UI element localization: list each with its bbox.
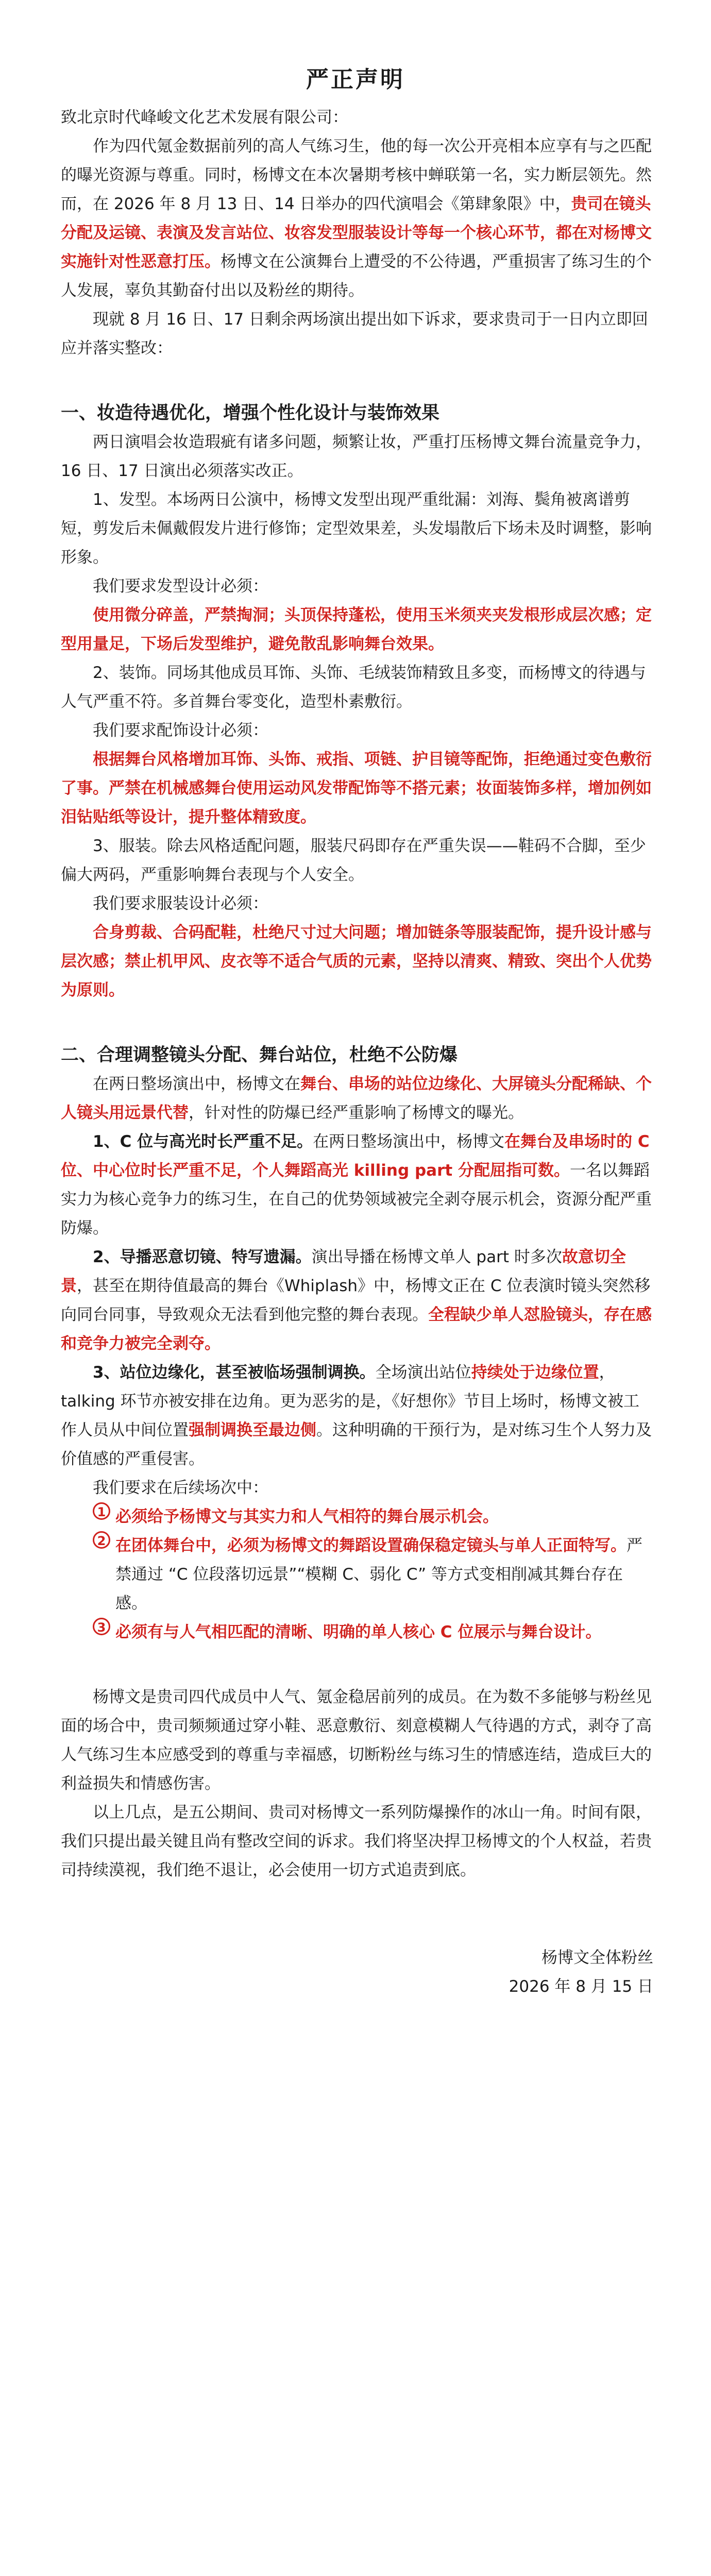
stage-position-highlight-2: 强制调换至最边侧	[189, 1421, 316, 1439]
addressee: 致北京时代峰峻文化艺术发展有限公司：	[61, 108, 348, 127]
c-position-title: 1、C 位与高光时长严重不足。	[93, 1132, 313, 1151]
intro-paragraph-2: 现就 8 月 16 日、17 日剩余两场演出提出如下诉求，要求贵司于一日内立即回应并落实整改：	[61, 310, 648, 358]
intro-text-b: 杨博文在公演舞台上遭受的不公待遇，严重损害了练习生的个人发展，辜负其勤奋付出以及粉丝的期待。	[61, 252, 652, 300]
requirement-3-highlight: 必须有与人气相匹配的清晰、明确的单人核心 C 位展示与舞台设计。	[115, 1623, 602, 1641]
lead-text-b: ，针对性的防爆已经严重影响了杨博文的曝光。	[189, 1104, 524, 1122]
stage-position-highlight-1: 持续处于边缘位置	[471, 1363, 599, 1382]
section-1-lead: 两日演唱会妆造瑕疵有诸多问题，频繁让妆，严重打压杨博文舞台流量竞争力，16 日、17 日演出必须落实改正。	[61, 433, 652, 480]
camera-cut-text-b: ，甚至在期待值最高的舞台《Whiplash》中，杨博文正在 C 位表演时镜头突然移向同台同事，导致观众无法看到他完整的舞台表现。	[61, 1277, 651, 1324]
circled-number-2: 2	[93, 1531, 110, 1549]
accessory-paragraph: 2、装饰。同场其他成员耳饰、头饰、毛绒装饰精致且多变，而杨博文的待遇与人气严重不符。多首舞台零变化，造型朴素敷衍。	[61, 664, 646, 711]
section-2-lead	[61, 1070, 653, 1127]
stage-position-text-b: ，talking 环节亦被安排在边角。更为恶劣的是，《好想你》节目上场时，杨博文被工作人员从中间位置	[61, 1363, 640, 1439]
accessory-requirement: 根据舞台风格增加耳饰、头饰、戒指、项链、护目镜等配饰，拒绝通过变色敷衍了事。严禁在机械感舞台使用运动风发带配饰等不搭元素；妆面装饰多样，增加例如泪钻贴纸等设计，提升整体精致度。	[61, 750, 652, 826]
requirement-2-highlight: 在团体舞台中，必须为杨博文的舞蹈设置确保稳定镜头与单人正面特写。	[115, 1536, 627, 1555]
circled-number-1: 1	[93, 1502, 110, 1520]
hair-requirement-label: 我们要求发型设计必须：	[93, 577, 268, 596]
requirement-list	[61, 1502, 653, 1647]
camera-cut-title: 2、导播恶意切镜、特写遗漏。	[93, 1248, 312, 1266]
c-position-text-b: 一名以舞蹈实力为核心竞争力的练习生，在自己的优势领域被完全剥夺展示机会，资源分配严重防爆。	[61, 1161, 652, 1238]
clothing-requirement-label: 我们要求服装设计必须：	[93, 894, 268, 913]
c-position-paragraph	[61, 1127, 653, 1243]
requirement-2-text: 严禁通过 “C 位段落切远景”“模糊 C、弱化 C” 等方式变相削减其舞台存在感。	[115, 1536, 642, 1613]
lead-highlight: 舞台、串场的站位边缘化、大屏镜头分配稀缺、个人镜头用远景代替	[61, 1075, 652, 1122]
signature-date: 2026 年 8 月 15 日	[509, 1977, 653, 1996]
stage-position-text-c: 。这种明确的干预行为，是对练习生个人努力及价值感的严重侵害。	[61, 1421, 652, 1468]
list-item	[93, 1502, 653, 1531]
page-title: 严正声明	[306, 66, 405, 93]
section-2-requirement-label: 我们要求在后续场次中：	[93, 1479, 268, 1497]
closing-paragraph-1: 杨博文是贵司四代成员中人气、氪金稳居前列的成员。在为数不多能够与粉丝见面的场合中，贵司频频通过穿小鞋、恶意敷衍、刻意模糊人气待遇的方式，剥夺了高人气练习生本应感受到的尊重与幸福感，切断粉丝与练习生的情感连结，造成巨大的利益损失和情感伤害。	[61, 1688, 652, 1793]
stage-position-paragraph	[61, 1358, 653, 1473]
clothing-requirement: 合身剪裁、合码配鞋，杜绝尺寸过大问题；增加链条等服装配饰，提升设计感与层次感；禁止机甲风、皮衣等不适合气质的元素，坚持以清爽、精致、突出个人优势为原则。	[61, 923, 652, 999]
lead-text-a: 在两日整场演出中，杨博文在	[93, 1075, 300, 1093]
c-position-highlight: 在舞台及串场时的 C 位、中心位时长严重不足，个人舞蹈高光 killing part 分配屈指可数。	[61, 1132, 650, 1180]
section-2-heading: 二、合理调整镜头分配、舞台站位，杜绝不公防爆	[61, 1045, 458, 1065]
circled-number-3: 3	[93, 1618, 110, 1635]
intro-paragraph-1	[61, 132, 653, 305]
camera-cut-text-a: 演出导播在杨博文单人 part 时多次	[311, 1248, 562, 1266]
list-item	[93, 1531, 653, 1618]
accessory-requirement-label: 我们要求配饰设计必须：	[93, 721, 268, 740]
c-position-text-a: 在两日整场演出中，杨博文	[313, 1132, 505, 1151]
camera-cut-highlight-2: 全程缺少单人怼脸镜头，存在感和竞争力被完全剥夺。	[61, 1306, 652, 1353]
hair-paragraph: 1、发型。本场两日公演中，杨博文发型出现严重纰漏：刘海、鬓角被离谱剪短，剪发后未佩戴假发片进行修饰；定型效果差，头发塌散后下场未及时调整，影响形象。	[61, 490, 652, 567]
camera-cut-highlight-1: 故意切全景	[61, 1248, 626, 1295]
list-item	[93, 1618, 653, 1647]
statement-body	[61, 103, 653, 2001]
camera-cut-paragraph	[61, 1243, 653, 1358]
clothing-paragraph: 3、服装。除去风格适配问题，服装尺码即存在严重失误——鞋码不合脚，至少偏大两码，严重影响舞台表现与个人安全。	[61, 837, 646, 884]
section-1-heading: 一、妆造待遇优化，增强个性化设计与装饰效果	[61, 403, 440, 423]
intro-highlight: 贵司在镜头分配及运镜、表演及发言站位、妆容发型服装设计等每一个核心环节，都在对杨博文实施针对性恶意打压。	[61, 195, 652, 271]
hair-requirement: 使用微分碎盖，严禁掏洞；头顶保持蓬松，使用玉米须夹夹发根形成层次感；定型用量足，下场后发型维护，避免散乱影响舞台效果。	[61, 606, 652, 653]
requirement-1-highlight: 必须给予杨博文与其实力和人气相符的舞台展示机会。	[115, 1507, 499, 1526]
stage-position-title: 3、站位边缘化，甚至被临场强制调换。	[93, 1363, 376, 1382]
intro-text-a: 作为四代氪金数据前列的高人气练习生，他的每一次公开亮相本应享有与之匹配的曝光资源与尊重。同时，杨博文在本次暑期考核中蝉联第一名，实力断层领先。然而，在 2026 年 8 月 13 日、14 日举办的四代演唱会《第肆象限》中，	[61, 137, 652, 213]
signature-name: 杨博文全体粉丝	[541, 1948, 653, 1967]
stage-position-text-a: 全场演出站位	[375, 1363, 471, 1382]
closing-paragraph-2: 以上几点，是五公期间、贵司对杨博文一系列防爆操作的冰山一角。时间有限，我们只提出最关键且尚有整改空间的诉求。我们将坚决捍卫杨博文的个人权益，若贵司持续漠视，我们绝不退让，必会使用一切方式追责到底。	[61, 1803, 652, 1879]
